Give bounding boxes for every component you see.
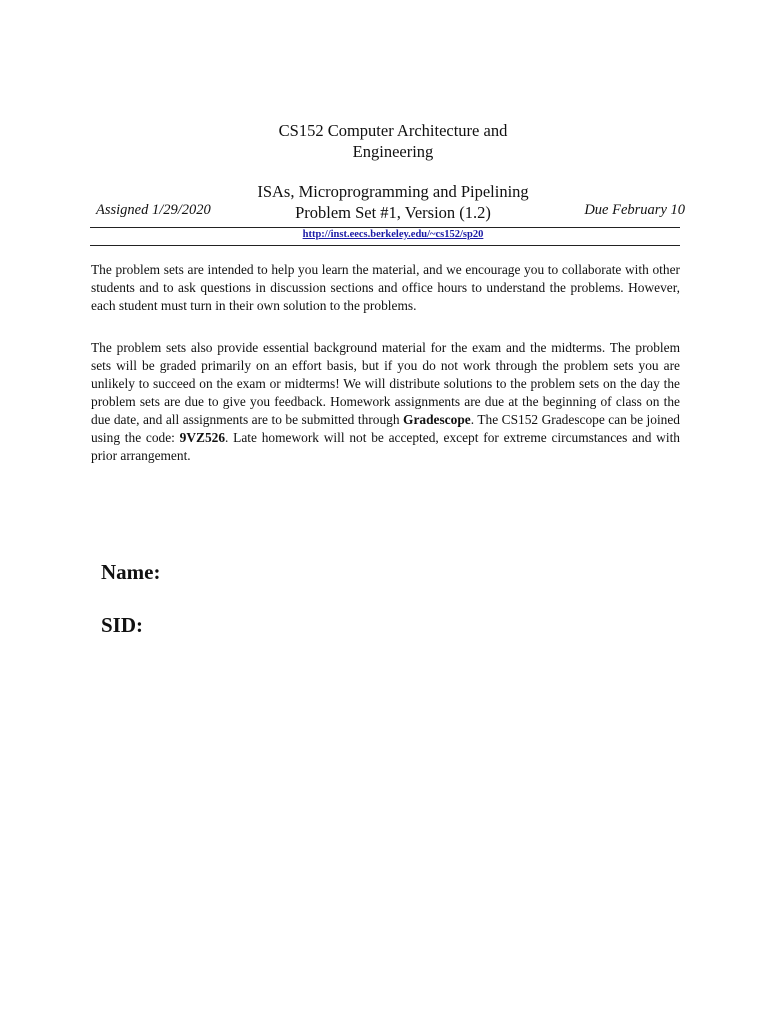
problem-set-title (218, 181, 568, 223)
sid-label: SID: (101, 613, 144, 637)
policy-text-1: The problem sets also provide essential background material for the exam and the midterms. The problem sets will be graded primarily on an effort basis, but if you do not work through the problem sets you are unlikely to succeed on the exam or midterms! We will distribute solutions to the problem sets on the day the problem sets are due to give you feedback. Homework assignments are due at the beginning of class on the due date, and all assignments are to be submitted through (91, 340, 680, 427)
name-label: Name: (101, 560, 161, 584)
problem-set-topic: ISAs, Microprogramming and Pipelining (257, 182, 529, 201)
policy-text-2: . The CS152 Gradescope can be joined using the code: (91, 412, 680, 445)
header-rule-top (90, 227, 680, 228)
due-date: Due February 10 (584, 202, 685, 218)
gradescope-name: Gradescope (403, 412, 471, 427)
intro-paragraph: The problem sets are intended to help you learn the material, and we encourage you to collaborate with other students and to ask questions in discussion sections and office hours to understand the problems. However, each student must turn in their own solution to the problems. (91, 262, 680, 313)
policy-paragraph (91, 339, 680, 465)
problem-set-version: Problem Set #1, Version (1.2) (295, 203, 491, 222)
course-title (200, 120, 586, 162)
gradescope-code: 9VZ526 (179, 430, 226, 445)
course-title-line-1: CS152 Computer Architecture and (278, 121, 508, 140)
assigned-date: Assigned 1/29/2020 (96, 202, 211, 218)
course-url-link[interactable]: http://inst.eecs.berkeley.edu/~cs152/sp20 (302, 229, 484, 240)
policy-text-3: . Late homework will not be accepted, except for extreme circumstances and with prior arrangement. (91, 430, 680, 463)
course-title-line-2: Engineering (352, 142, 434, 161)
header-rule-bottom (90, 245, 680, 246)
